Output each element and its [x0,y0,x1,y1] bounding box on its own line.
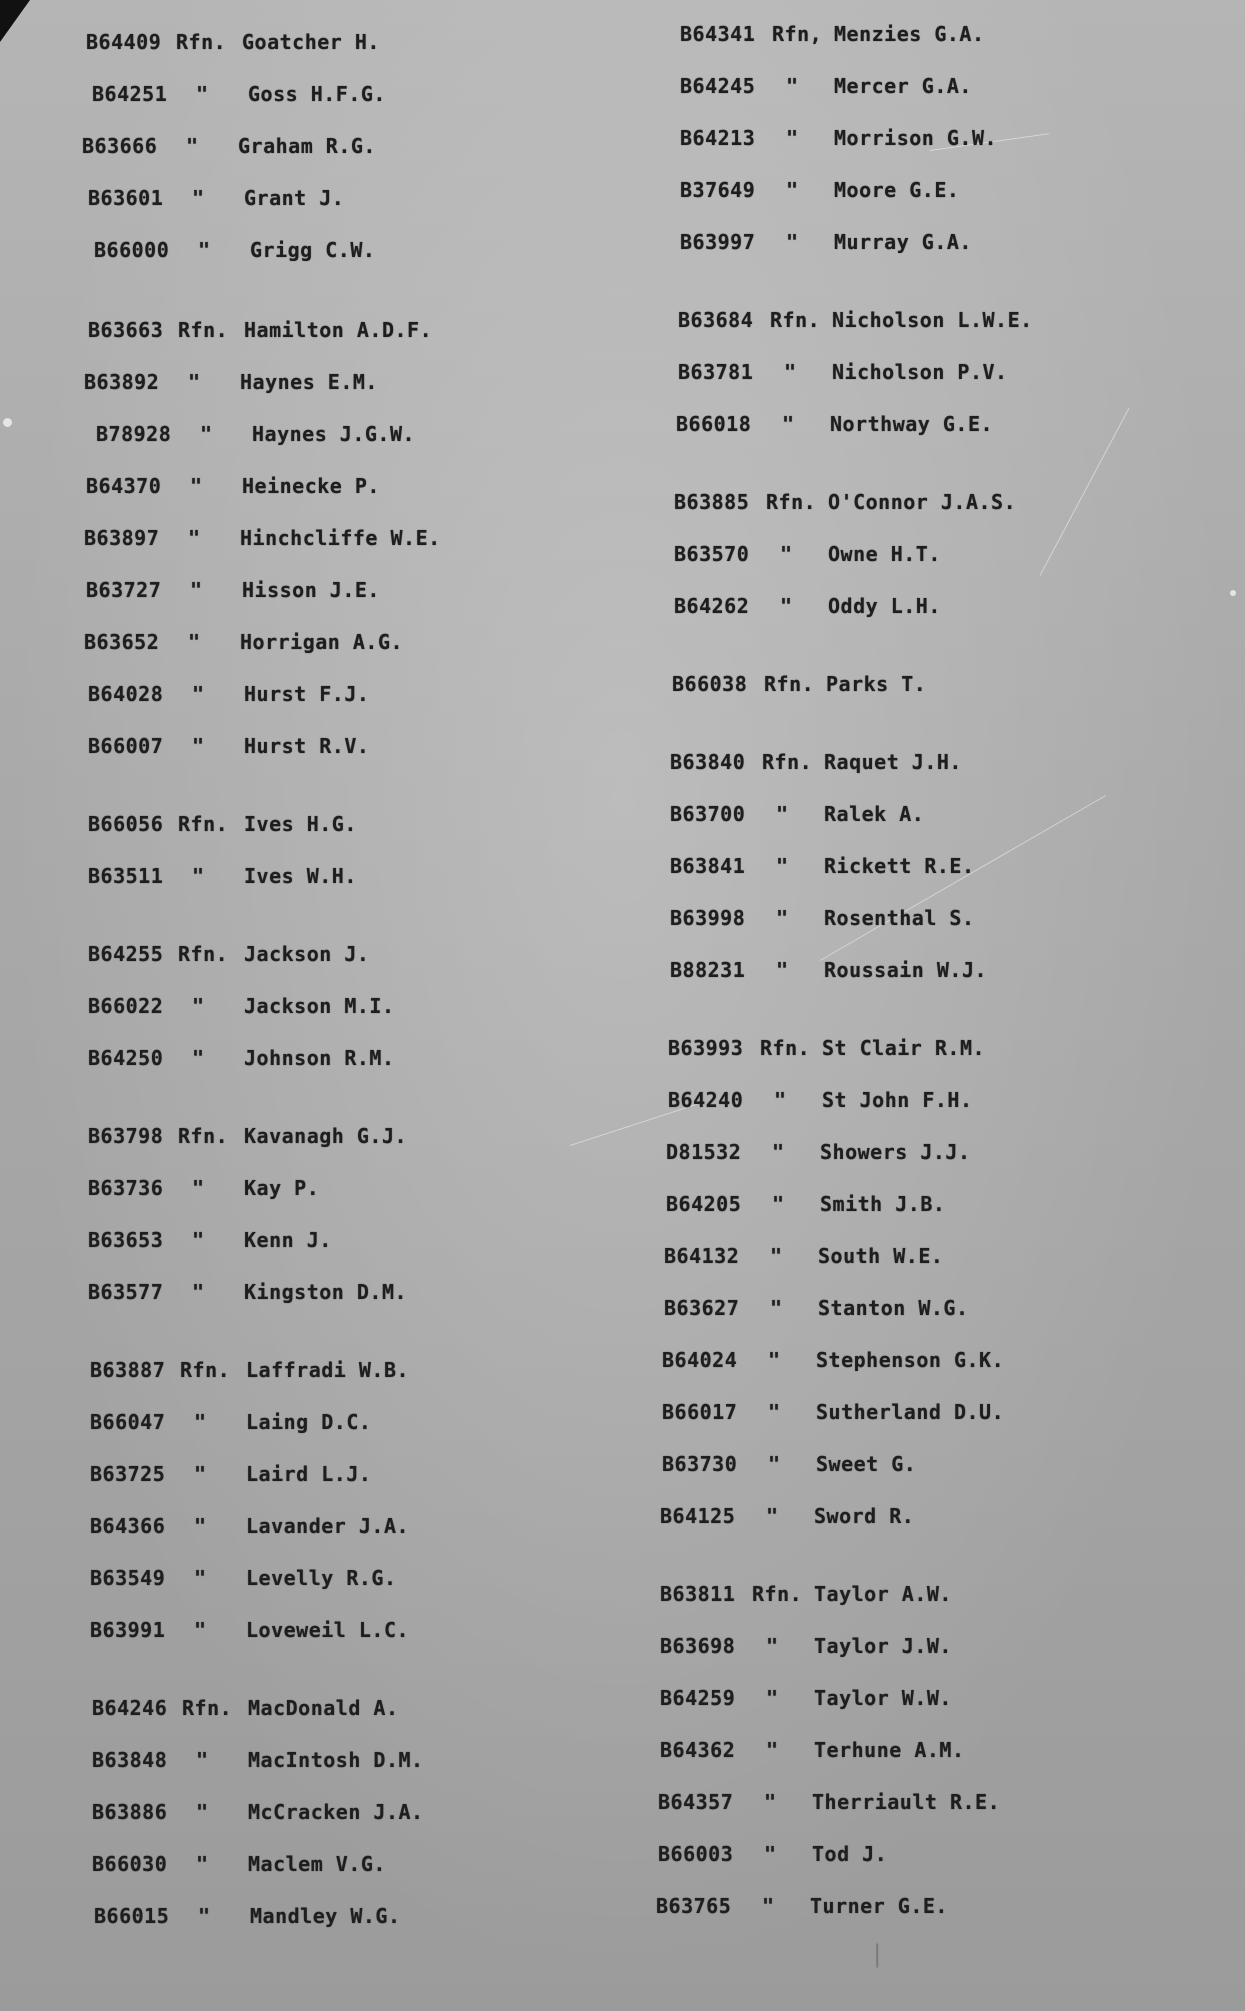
service-number: B63886 [92,1800,168,1824]
service-number: B63991 [90,1618,166,1642]
soldier-name: Grant J. [244,186,345,210]
soldier-name: Laing D.C. [246,1410,372,1434]
service-number: B63577 [88,1280,164,1304]
soldier-name: Taylor W.W. [814,1686,952,1710]
service-number: B64370 [86,474,162,498]
service-number: B63840 [670,750,746,774]
soldier-name: Jackson M.I. [244,994,395,1018]
soldier-name: Nicholson P.V. [832,360,1008,384]
ditto-mark: " [766,1504,779,1528]
service-number: B63511 [88,864,164,888]
service-number: B63663 [88,318,164,342]
soldier-name: Mandley W.G. [250,1904,401,1928]
soldier-name: Terhune A.M. [814,1738,965,1762]
ditto-mark: " [772,1192,785,1216]
service-number: B64205 [666,1192,742,1216]
ditto-mark: " [776,958,789,982]
soldier-name: Raquet J.H. [824,750,962,774]
service-number: B63727 [86,578,162,602]
ditto-mark: " [780,594,793,618]
service-number: B63684 [678,308,754,332]
service-number: B66022 [88,994,164,1018]
soldier-name: Johnson R.M. [244,1046,395,1070]
ditto-mark: " [784,360,797,384]
ditto-mark: " [766,1686,779,1710]
service-number: B66017 [662,1400,738,1424]
soldier-name: Northway G.E. [830,412,994,436]
soldier-name: MacIntosh D.M. [248,1748,424,1772]
service-number: B64213 [680,126,756,150]
soldier-name: Grigg C.W. [250,238,376,262]
service-number: B63897 [84,526,160,550]
rank-label: Rfn. [762,750,813,774]
service-number: B63730 [662,1452,738,1476]
ditto-mark: " [766,1738,779,1762]
soldier-name: Kenn J. [244,1228,332,1252]
ditto-mark: " [786,178,799,202]
ditto-mark: " [194,1462,207,1486]
ditto-mark: " [188,526,201,550]
service-number: B63725 [90,1462,166,1486]
soldier-name: Goss H.F.G. [248,82,386,106]
rank-label: Rfn. [764,672,815,696]
service-number: B66056 [88,812,164,836]
service-number: B66030 [92,1852,168,1876]
ditto-mark: " [188,630,201,654]
ditto-mark: " [770,1244,783,1268]
film-scratch [1040,408,1130,576]
soldier-name: Haynes E.M. [240,370,378,394]
punch-hole-mark [1230,590,1236,596]
service-number: B63765 [656,1894,732,1918]
rank-label: Rfn. [180,1358,231,1382]
service-number: B64341 [680,22,756,46]
soldier-name: Smith J.B. [820,1192,946,1216]
soldier-name: South W.E. [818,1244,944,1268]
soldier-name: Moore G.E. [834,178,960,202]
service-number: B63998 [670,906,746,930]
ditto-mark: " [196,1748,209,1772]
soldier-name: Mercer G.A. [834,74,972,98]
service-number: B63549 [90,1566,166,1590]
soldier-name: Rosenthal S. [824,906,975,930]
ditto-mark: " [780,542,793,566]
service-number: B37649 [680,178,756,202]
service-number: B66047 [90,1410,166,1434]
soldier-name: Murray G.A. [834,230,972,254]
service-number: B66038 [672,672,748,696]
soldier-name: Stephenson G.K. [816,1348,1005,1372]
soldier-name: MacDonald A. [248,1696,399,1720]
soldier-name: Heinecke P. [242,474,380,498]
service-number: B64262 [674,594,750,618]
service-number: B78928 [96,422,172,446]
soldier-name: Sutherland D.U. [816,1400,1005,1424]
soldier-name: Oddy L.H. [828,594,941,618]
soldier-name: Menzies G.A. [834,22,985,46]
ditto-mark: " [186,134,199,158]
soldier-name: Hurst F.J. [244,682,370,706]
ditto-mark: " [192,186,205,210]
soldier-name: Sweet G. [816,1452,917,1476]
ditto-mark: " [770,1296,783,1320]
ditto-mark: " [194,1410,207,1434]
ditto-mark: " [196,82,209,106]
soldier-name: Nicholson L.W.E. [832,308,1033,332]
ditto-mark: " [194,1618,207,1642]
service-number: B63736 [88,1176,164,1200]
ditto-mark: " [768,1452,781,1476]
service-number: B63993 [668,1036,744,1060]
service-number: B63666 [82,134,158,158]
soldier-name: Hisson J.E. [242,578,380,602]
service-number: B63841 [670,854,746,878]
ink-blot [0,0,30,42]
ditto-mark: " [192,994,205,1018]
soldier-name: Parks T. [826,672,927,696]
soldier-name: Goatcher H. [242,30,380,54]
ditto-mark: " [196,1800,209,1824]
service-number: B64362 [660,1738,736,1762]
service-number: B63887 [90,1358,166,1382]
soldier-name: Hinchcliffe W.E. [240,526,441,550]
rank-label: Rfn. [760,1036,811,1060]
soldier-name: Kavanagh G.J. [244,1124,408,1148]
ditto-mark: " [192,1046,205,1070]
ditto-mark: " [764,1790,777,1814]
soldier-name: Horrigan A.G. [240,630,404,654]
soldier-name: Laird L.J. [246,1462,372,1486]
soldier-name: Owne H.T. [828,542,941,566]
service-number: B64357 [658,1790,734,1814]
soldier-name: Morrison G.W. [834,126,998,150]
soldier-name: Hamilton A.D.F. [244,318,433,342]
service-number: B63798 [88,1124,164,1148]
ditto-mark: " [200,422,213,446]
rank-label: Rfn. [178,1124,229,1148]
rank-label: Rfn. [770,308,821,332]
ditto-mark: " [194,1514,207,1538]
service-number: B88231 [670,958,746,982]
rank-label: Rfn. [176,30,227,54]
soldier-name: Lavander J.A. [246,1514,410,1538]
ditto-mark: " [196,1852,209,1876]
ditto-mark: " [766,1634,779,1658]
ditto-mark: " [192,1176,205,1200]
ditto-mark: " [768,1400,781,1424]
soldier-name: St Clair R.M. [822,1036,986,1060]
service-number: B66003 [658,1842,734,1866]
service-number: B63997 [680,230,756,254]
ditto-mark: " [198,238,211,262]
ditto-mark: " [786,230,799,254]
service-number: B64259 [660,1686,736,1710]
ditto-mark: " [782,412,795,436]
rank-label: Rfn. [752,1582,803,1606]
faint-pencil-mark: | [870,1940,887,1968]
soldier-name: Jackson J. [244,942,370,966]
soldier-name: Stanton W.G. [818,1296,969,1320]
service-number: B64245 [680,74,756,98]
ditto-mark: " [772,1140,785,1164]
service-number: B64366 [90,1514,166,1538]
rank-label: Rfn. [178,812,229,836]
service-number: B63570 [674,542,750,566]
rank-label: Rfn. [766,490,817,514]
service-number: B63652 [84,630,160,654]
soldier-name: Maclem V.G. [248,1852,386,1876]
ditto-mark: " [198,1904,211,1928]
service-number: B66018 [676,412,752,436]
service-number: B64409 [86,30,162,54]
soldier-name: O'Connor J.A.S. [828,490,1017,514]
soldier-name: Kingston D.M. [244,1280,408,1304]
service-number: B63627 [664,1296,740,1320]
service-number: B63892 [84,370,160,394]
soldier-name: Showers J.J. [820,1140,971,1164]
service-number: B64240 [668,1088,744,1112]
service-number: B66000 [94,238,170,262]
soldier-name: Levelly R.G. [246,1566,397,1590]
service-number: B63811 [660,1582,736,1606]
service-number: B64132 [664,1244,740,1268]
ditto-mark: " [192,1280,205,1304]
soldier-name: Ives W.H. [244,864,357,888]
rank-label: Rfn. [178,942,229,966]
service-number: B64255 [88,942,164,966]
ditto-mark: " [192,682,205,706]
ditto-mark: " [764,1842,777,1866]
ditto-mark: " [188,370,201,394]
soldier-name: St John F.H. [822,1088,973,1112]
service-number: B63848 [92,1748,168,1772]
ditto-mark: " [776,854,789,878]
ditto-mark: " [786,74,799,98]
ditto-mark: " [190,474,203,498]
service-number: B64125 [660,1504,736,1528]
punch-hole-mark [3,418,12,427]
ditto-mark: " [762,1894,775,1918]
soldier-name: Taylor J.W. [814,1634,952,1658]
service-number: B63653 [88,1228,164,1252]
soldier-name: Ives H.G. [244,812,357,836]
ditto-mark: " [194,1566,207,1590]
ditto-mark: " [776,802,789,826]
soldier-name: Sword R. [814,1504,915,1528]
soldier-name: Therriault R.E. [812,1790,1001,1814]
soldier-name: Taylor A.W. [814,1582,952,1606]
service-number: B64246 [92,1696,168,1720]
soldier-name: Haynes J.G.W. [252,422,416,446]
soldier-name: Roussain W.J. [824,958,988,982]
soldier-name: Kay P. [244,1176,320,1200]
service-number: B64024 [662,1348,738,1372]
service-number: B66015 [94,1904,170,1928]
ditto-mark: " [192,734,205,758]
service-number: B64028 [88,682,164,706]
service-number: B64250 [88,1046,164,1070]
soldier-name: McCracken J.A. [248,1800,424,1824]
service-number: B63698 [660,1634,736,1658]
rank-label: Rfn. [182,1696,233,1720]
service-number: B63885 [674,490,750,514]
service-number: D81532 [666,1140,742,1164]
rank-label: Rfn. [178,318,229,342]
ditto-mark: " [768,1348,781,1372]
soldier-name: Graham R.G. [238,134,376,158]
soldier-name: Loveweil L.C. [246,1618,410,1642]
service-number: B64251 [92,82,168,106]
soldier-name: Tod J. [812,1842,888,1866]
ditto-mark: " [776,906,789,930]
service-number: B63781 [678,360,754,384]
ditto-mark: " [774,1088,787,1112]
ditto-mark: " [192,864,205,888]
rank-label: Rfn, [772,22,823,46]
ditto-mark: " [192,1228,205,1252]
ditto-mark: " [786,126,799,150]
service-number: B63700 [670,802,746,826]
soldier-name: Hurst R.V. [244,734,370,758]
soldier-name: Laffradi W.B. [246,1358,410,1382]
service-number: B63601 [88,186,164,210]
soldier-name: Turner G.E. [810,1894,948,1918]
service-number: B66007 [88,734,164,758]
soldier-name: Rickett R.E. [824,854,975,878]
soldier-name: Ralek A. [824,802,925,826]
ditto-mark: " [190,578,203,602]
